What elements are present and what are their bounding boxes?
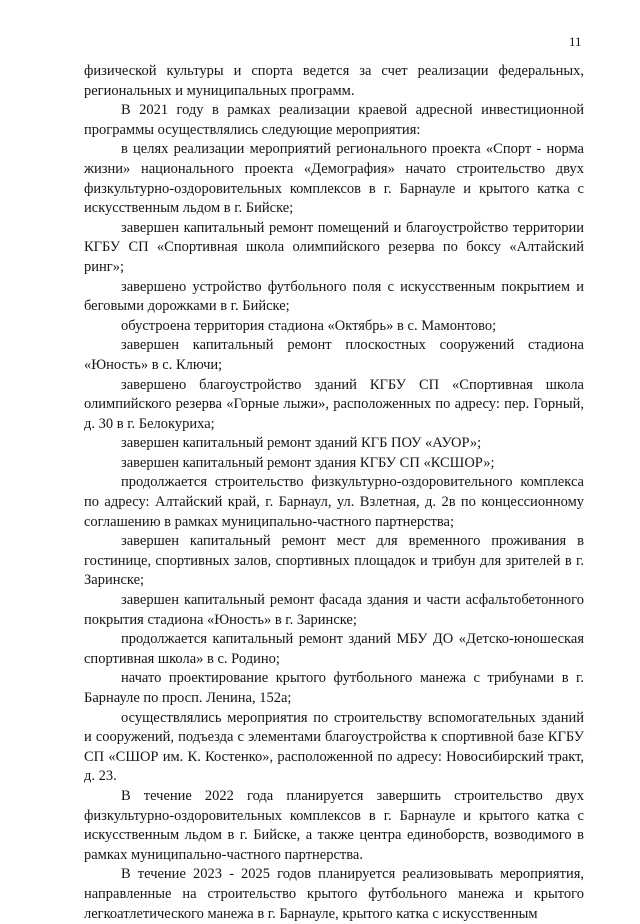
paragraph-plan-2023-2025: В течение 2023 - 2025 годов планируется реализовывать мероприятия, направленные на строительство крытого футбольного манежа и крытого легкоатлетического манежа в г. Барнауле, крытого катка с искусственным [84, 866, 584, 922]
list-item: завершено устройство футбольного поля с искусственным покрытием и беговыми дорожками в г. Бийске; [84, 278, 584, 315]
list-item: завершен капитальный ремонт плоскостных сооружений стадиона «Юность» в с. Ключи; [84, 337, 584, 373]
list-item: завершен капитальный ремонт зданий КГБ ПОУ «АУОР»; [121, 435, 482, 452]
list-item: осуществлялись мероприятия по строительству вспомогательных зданий и сооружений, подъезда с элементами благоустройства к спортивной базе КГБУ СП «СШОР им. К. Костенко», расположенной по адресу: Новосибирский тракт, д. 23. [84, 709, 584, 785]
list-item: завершен капитальный ремонт фасада здания и части асфальтобетонного покрытия стадиона «Юность» в г. Заринске; [84, 592, 584, 628]
page-number: 11 [569, 34, 582, 49]
list-item: продолжается строительство физкультурно-оздоровительного комплекса по адресу: Алтайский край, г. Барнаул, ул. Взлетная, д. 2в по концессионному соглашению в рамках муниципально-частного партнерства; [84, 474, 584, 530]
list-item: завершено благоустройство зданий КГБУ СП «Спортивная школа олимпийского резерва «Горные лыжи», расположенных по адресу: пер. Горный, д. 30 в г. Белокуриха; [84, 376, 584, 432]
list-item: завершен капитальный ремонт мест для временного проживания в гостинице, спортивных залов, спортивных площадок и трибун для зрителей в г. Заринске; [84, 533, 584, 589]
list-item: завершен капитальный ремонт здания КГБУ СП «КСШОР»; [121, 454, 495, 471]
list-item: в целях реализации мероприятий регионального проекта «Спорт - норма жизни» национального проекта «Демография» начато строительство двух физкультурно-оздоровительных комплексов в г. Барнауле и крытого катка с искусственным льдом в г. Бийске; [84, 141, 584, 217]
document-body [84, 62, 584, 924]
paragraph-continuation: физической культуры и спорта ведется за счет реализации федеральных, региональных и муниципальных программ. [84, 63, 584, 99]
list-item: завершен капитальный ремонт помещений и благоустройство территории КГБУ СП «Спортивная школа олимпийского резерва по боксу «Алтайский ринг»; [84, 219, 584, 275]
list-item: начато проектирование крытого футбольного манежа с трибунами в г. Барнауле по просп. Ленина, 152а; [84, 670, 584, 706]
list-item: обустроена территория стадиона «Октябрь» в с. Мамонтово; [121, 317, 497, 334]
paragraph-intro: В 2021 году в рамках реализации краевой адресной инвестиционной программы осуществлялись следующие мероприятия: [84, 102, 584, 138]
paragraph-plan-2022: В течение 2022 года планируется завершить строительство двух физкультурно-оздоровительных комплексов в г. Барнауле и крытого катка с искусственным льдом в г. Бийске, а также центра единоборств, возводимого в рамках муниципально-частного партнерства. [84, 787, 584, 863]
list-item: продолжается капитальный ремонт зданий МБУ ДО «Детско-юношеская спортивная школа» в с. Родино; [84, 631, 584, 667]
